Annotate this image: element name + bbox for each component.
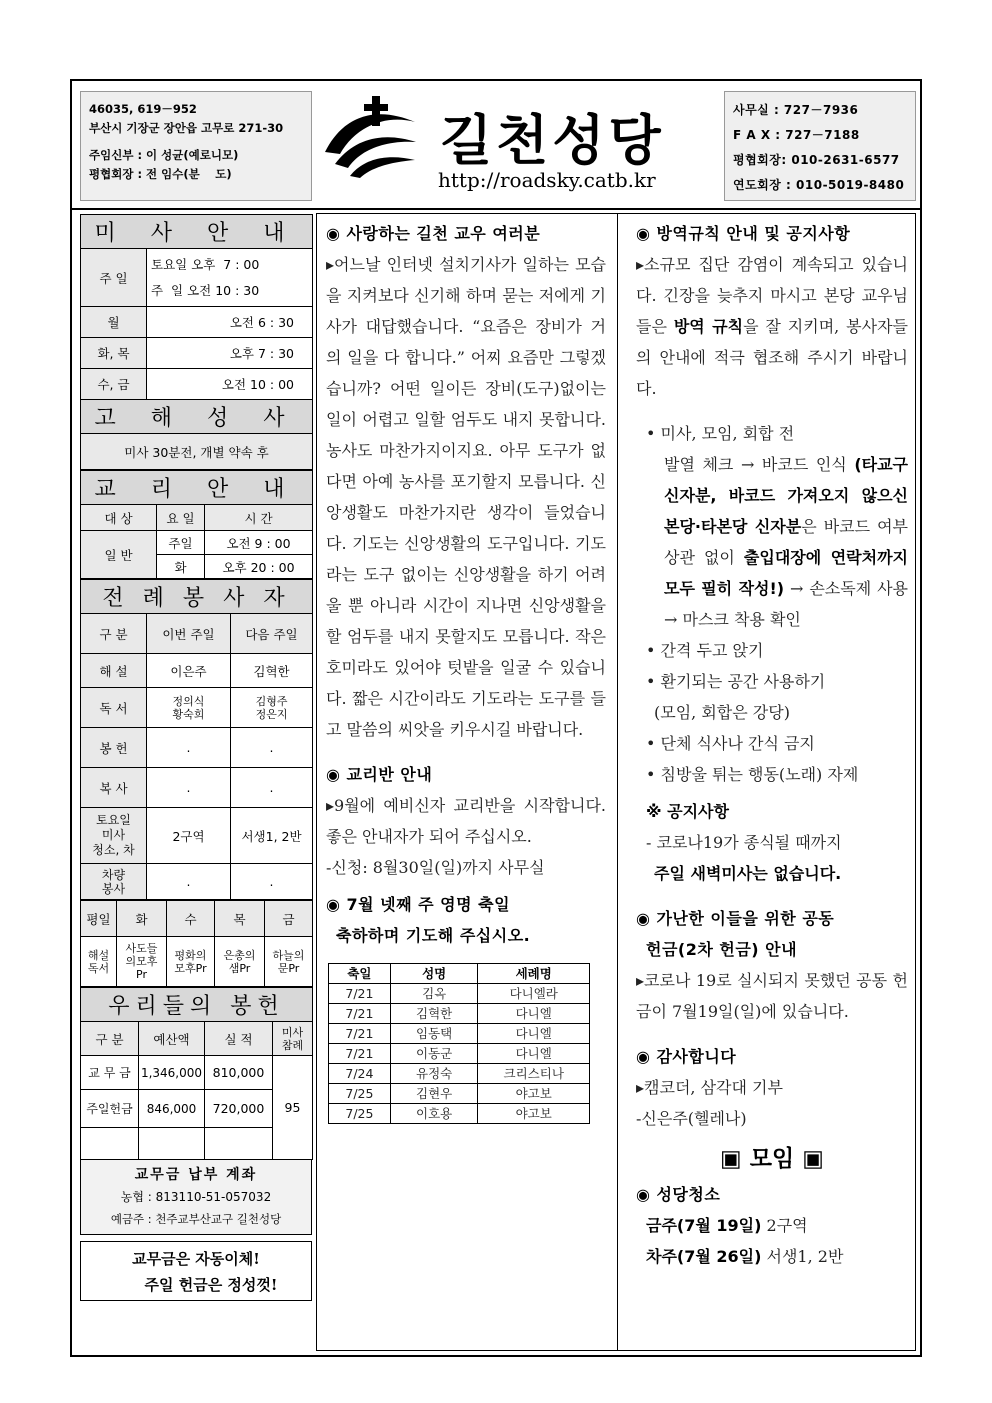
catechism-time: 오후 20 : 00 [205,555,313,579]
server-next-week: . [231,864,313,900]
rule-item-text: 환기되는 공간 사용하기 [660,672,826,691]
offering-header: 미사 참례 [273,1022,313,1056]
catechism-day: 주일 [157,531,205,555]
mass-schedule-table [80,214,313,470]
feast-baptismal-name: 다니엘라 [478,984,590,1004]
weekday-header: 화 [117,901,167,937]
auto-transfer-line2: 주일 헌금은 정성껏! [144,1276,278,1294]
cleaning-heading [636,1179,908,1210]
sunday-label: 주 일 [81,249,147,307]
mass-day: 수, 금 [81,369,147,400]
rule-item [636,728,908,759]
server-role: 토요일 미사 청소, 차 [81,808,147,864]
thanks-line2: -신은주(헬레나) [636,1109,747,1128]
offering-empty [205,1128,273,1160]
server-this-week: . [147,768,231,808]
offering-label: 교 무 금 [81,1056,139,1090]
rules-body [636,249,908,404]
server-role: 차량 봉사 [81,864,147,900]
rules-body-part: 을 잘 지키며, 봉사자들의 안내에 적극 협조해 주시기 바랍니다. [636,317,908,398]
rules-body-part: ▸소규모 집단 감염이 계속되고 있습니다. 긴장을 늦추지 마시고 본당 교우님들은 [636,255,908,336]
column-divider [617,213,618,1351]
feast-header: 축일 [329,964,391,984]
office-phone: 사무실 : 727－7936 [733,103,859,117]
cleaning-date: 금주(7월 19일) [646,1216,762,1235]
greeting-title: 사랑하는 길천 교우 여러분 [346,224,541,243]
server-this-week: 이은주 [147,654,231,688]
server-next-week: 서생1, 2반 [231,808,313,864]
feast-baptismal-name: 다니엘 [478,1024,590,1044]
church-logo [320,92,420,182]
catechism-header: 요 일 [157,505,205,531]
cleaning-date: 차주(7월 26일) [646,1247,762,1266]
catechism-day: 화 [157,555,205,579]
bullet-icon: ◉ [636,909,651,928]
mass-title: 미 사 안 내 [81,215,313,249]
account-box [80,1160,312,1235]
offering-actual: 810,000 [205,1056,273,1090]
rule-item-text: 발열 체크 → 바코드 인식 [664,455,847,474]
poor-title-line2: 헌금(2차 헌금) 안내 [646,940,798,959]
greeting-heading [326,218,606,249]
rules-title: 방역규칙 안내 및 공지사항 [656,224,851,243]
account-holder: 예금주 : 천주교부산교구 길천성당 [110,1212,282,1226]
catechism-group: 일 반 [81,531,157,579]
church-url: http://roadsky.catb.kr [438,168,656,192]
offering-table [80,987,313,1160]
weekday-cell: 사도들 의모후 Pr [117,937,167,987]
server-next-week: 김형주 정은지 [231,688,313,728]
poor-heading [636,903,908,934]
notice-line1: - 코로나19가 종식될 때까지 [646,833,842,852]
bullet-icon: ◉ [636,1185,651,1204]
poor-body: ▸코로나 19로 실시되지 못했던 공동 헌금이 7월19일(일)에 있습니다. [636,971,908,1021]
mass-day: 월 [81,307,147,338]
weekday-cell: 하늘의 문Pr [265,937,313,987]
dot-icon: • [646,424,661,443]
feast-name: 이호용 [390,1104,478,1124]
weekday-cell: 평화의 모후Pr [167,937,215,987]
bullet-icon: ◉ [326,224,341,243]
weekday-cell: 은총의 샘Pr [215,937,265,987]
feast-heading [326,889,606,920]
feast-table [328,963,590,1124]
feast-title-line2: 축하하며 기도해 주십시오. [336,926,531,945]
offering-label: 주일헌금 [81,1090,139,1128]
feast-date: 7/21 [329,1024,391,1044]
catechism-class-body: ▸9월에 예비신자 교리반을 시작합니다. 좋은 안내자가 되어 주십시오. [326,796,606,846]
auto-transfer-note [80,1241,312,1301]
thanks-heading [636,1041,908,1072]
catechism-class-title: 교리반 안내 [346,765,433,784]
feast-name: 김혁한 [390,1004,478,1024]
feast-baptismal-name: 크리스티나 [478,1064,590,1084]
server-this-week: . [147,864,231,900]
rule-item-text: 은 바코드 여부 상관 없이 [664,517,908,567]
feast-name: 김옥 [390,984,478,1004]
feast-date: 7/25 [329,1104,391,1124]
mass-time: 오전 10 : 00 [147,369,313,400]
dot-icon: • [646,641,661,660]
server-role: 해 설 [81,654,147,688]
saturday-mass-time: 토요일 오후 7 : 00 [151,256,260,272]
rule-item [636,418,908,635]
rule-item [636,759,908,790]
mass-day: 화, 목 [81,338,147,369]
offering-header: 예산액 [139,1022,205,1056]
server-next-week: 김혁한 [231,654,313,688]
feast-header: 성명 [390,964,478,984]
catechism-class-heading [326,759,606,790]
mass-time: 오후 7 : 30 [147,338,313,369]
feast-baptismal-name: 다니엘 [478,1004,590,1024]
feast-date: 7/21 [329,1044,391,1064]
postal-code: 46035, 619－952 [89,102,197,116]
rule-item [636,635,908,666]
header-address-box [80,91,312,201]
weekday-header: 금 [265,901,313,937]
rule-item-text: 단체 식사나 간식 금지 [660,734,815,753]
servers-header: 구 분 [81,614,147,654]
cleaning-next-week [636,1241,908,1272]
rule-item [636,666,908,697]
offering-header: 실 적 [205,1022,273,1056]
cleaning-group: 서생1, 2반 [761,1247,844,1266]
meeting-title: ▣ 모임 ▣ [720,1146,824,1172]
dot-icon: • [646,765,661,784]
middle-column [326,218,606,1124]
rules-heading [636,218,908,249]
feast-date: 7/25 [329,1084,391,1104]
dot-icon: • [646,672,661,691]
catechism-class-apply: -신청: 8월30일(일)까지 사무실 [326,858,545,877]
feast-baptismal-name: 야고보 [478,1104,590,1124]
bullet-icon: ◉ [326,765,341,784]
offering-empty [139,1128,205,1160]
thanks-title: 감사합니다 [656,1047,737,1066]
server-this-week: 2구역 [147,808,231,864]
cleaning-group: 2구역 [761,1216,808,1235]
weekday-header: 목 [215,901,265,937]
account-title: 교무금 납부 계좌 [134,1167,258,1183]
catechism-header: 시 간 [205,505,313,531]
bullet-icon: ◉ [326,895,341,914]
cleaning-this-week [636,1210,908,1241]
sunday-times [147,249,313,307]
servers-header: 다음 주일 [231,614,313,654]
feast-date: 7/21 [329,984,391,1004]
rules-emphasis: 방역 규칙 [673,317,744,336]
cleaning-title: 성당청소 [656,1185,721,1204]
account-number: 농협 : 813110-51-057032 [120,1190,272,1204]
right-column [636,218,908,1272]
server-this-week: . [147,728,231,768]
rule-item-text: 미사, 모임, 회합 전 [660,424,795,443]
offering-title: 우리들의 봉헌 [81,988,313,1022]
catechism-table [80,470,313,579]
feast-date: 7/24 [329,1064,391,1084]
notice-line2: 주일 새벽미사는 없습니다. [654,864,842,883]
server-role: 독 서 [81,688,147,728]
rule-item-text: 침방울 튀는 행동(노래) 자제 [660,765,859,784]
mass-attendance: 95 [273,1056,313,1160]
weekday-servers-table [80,900,313,987]
catechism-title: 교 리 안 내 [81,471,313,505]
rule-item-emphasis: (타교구 신자분, 바코드 가져오지 않으신 본당·타본당 신자분 [664,455,908,536]
thanks-line1: ▸캠코더, 삼각대 기부 [636,1078,783,1097]
catechism-time: 오전 9 : 00 [205,531,313,555]
sunday-mass-time: 주 일 오전 10 : 30 [151,282,260,298]
feast-baptismal-name: 다니엘 [478,1044,590,1064]
header-contact-box [724,91,916,201]
greeting-body: ▸어느날 인터넷 설치기사가 일하는 모습을 지켜보다 신기해 하며 묻는 저에게 기사가 대답했습니다. “요즘은 장비가 거의 일을 다 합니다.” 어찌 요즘만 그렇겠습니까? 어떤 일이든 장비(도구)없이는 일이 어렵고 일할 엄두도 내지 못합니다. 농사도 마찬가지이지요. 아무 도구가 없다면 아예 농사를 포기할지 모릅니다. 신앙생활도 마찬가지란 생각이 들었습니다. 기도는 신앙생활의 도구입니다. 기도라는 도구 없이는 신앙생활을 하기 어려울 뿐 아니라 시간이 지나면 신앙생활을 할 엄두를 내지 못할지도 모릅니다. 작은 호미라도 있어야 텃밭을 일굴 수 있습니다. 짧은 시간이라도 기도라는 도구를 들고 말씀의 씨앗을 키우시길 바랍니다. [326,255,606,739]
council-phone: 평협회장: 010-2631-6577 [733,153,900,167]
servers-table [80,579,313,900]
rule-item-text: 간격 두고 앉기 [660,641,764,660]
feast-name: 김현우 [390,1084,478,1104]
weekday-header: 평일 [81,901,117,937]
rule-item-emphasis: 출입대장에 연락처까지 모두 필히 작성!) [664,548,908,598]
offering-empty [81,1128,139,1160]
weekday-header: 수 [167,901,215,937]
confession-text: 미사 30분전, 개별 약속 후 [81,434,313,470]
church-title: 길천성당 [440,109,665,172]
pastor-name: 주임신부 : 이 성균(예로니모) [89,148,239,162]
feast-header: 세례명 [478,964,590,984]
bullet-icon: ◉ [636,224,651,243]
feast-title-line1: 7월 넷째 주 영명 축일 [346,895,511,914]
rule-item-sub: (모임, 회합은 강당) [654,703,790,722]
confession-title: 고 해 성 사 [81,400,313,434]
offering-budget: 846,000 [139,1090,205,1128]
weekday-cell: 해설 독서 [81,937,117,987]
offering-budget: 1,346,000 [139,1056,205,1090]
feast-baptismal-name: 야고보 [478,1084,590,1104]
bullet-icon: ◉ [636,1047,651,1066]
address: 부산시 기장군 장안읍 고무로 271-30 [89,121,284,135]
council-head-name: 평협회장 : 전 임수(분 도) [89,167,232,181]
notice-title: ※ 공지사항 [646,802,729,821]
offering-actual: 720,000 [205,1090,273,1128]
youth-phone: 연도회장 : 010-5019-8480 [733,178,905,192]
poor-title-line1: 가난한 이들을 위한 공동 [656,909,835,928]
server-role: 복 사 [81,768,147,808]
offering-header: 구 분 [81,1022,139,1056]
auto-transfer-line1: 교무금은 자동이체! [132,1250,260,1268]
feast-name: 유정숙 [390,1064,478,1084]
feast-name: 이동군 [390,1044,478,1064]
fax-number: F A X : 727－7188 [733,128,860,142]
server-role: 봉 헌 [81,728,147,768]
server-next-week: . [231,728,313,768]
mass-time: 오전 6 : 30 [147,307,313,338]
dot-icon: • [646,734,661,753]
feast-date: 7/21 [329,1004,391,1024]
feast-name: 임동택 [390,1024,478,1044]
left-column [80,214,312,1301]
rule-item-text: → 손소독제 사용 → 마스크 착용 확인 [664,579,908,629]
servers-header: 이번 주일 [147,614,231,654]
server-next-week: . [231,768,313,808]
catechism-header: 대 상 [81,505,157,531]
server-this-week: 정의식 황숙희 [147,688,231,728]
servers-title: 전 례 봉 사 자 [81,580,313,614]
header-divider [72,208,920,210]
